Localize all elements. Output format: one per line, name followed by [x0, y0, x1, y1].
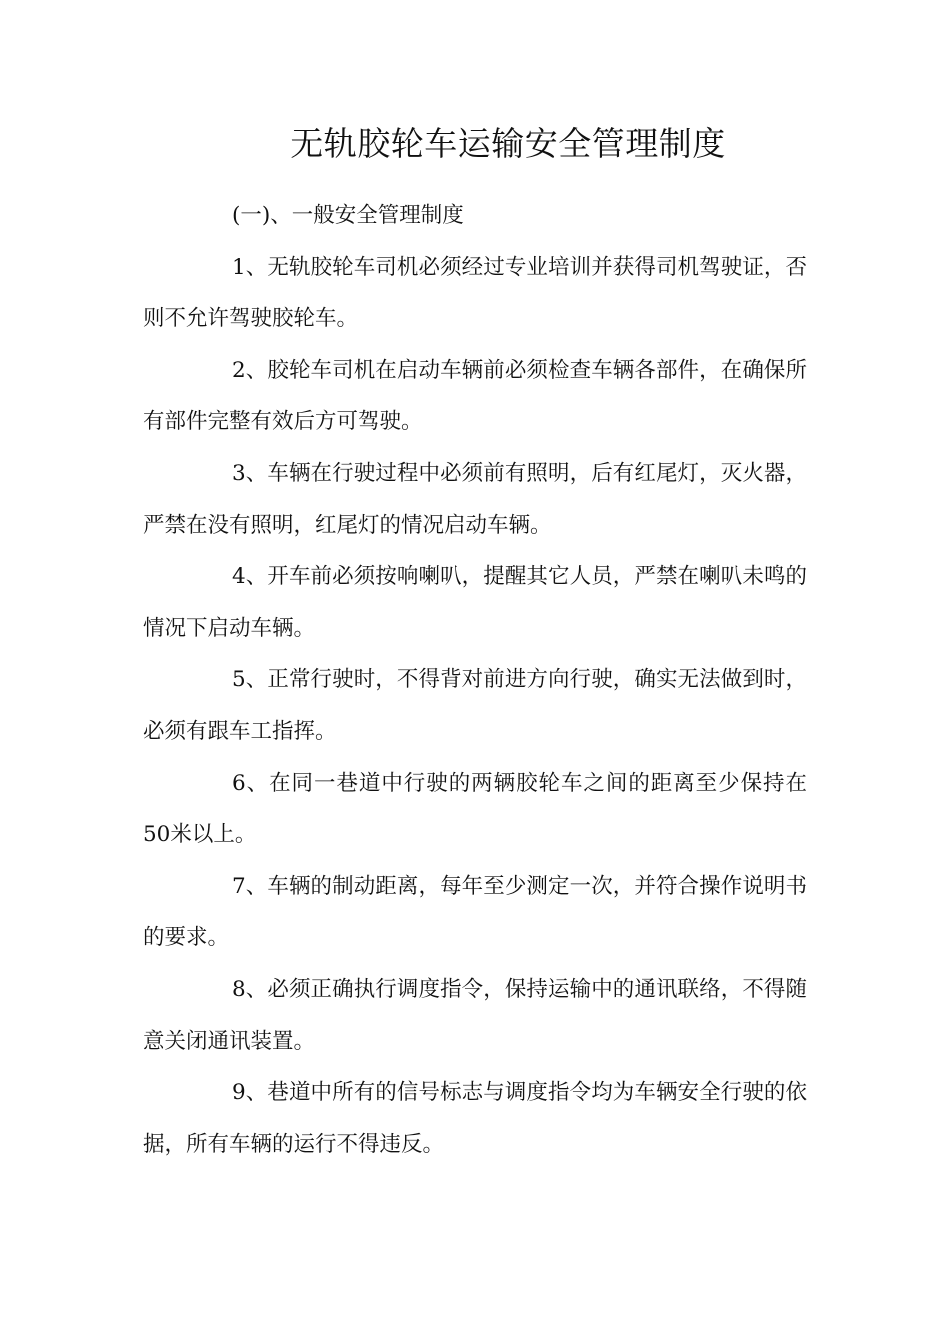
clause-8: 8、必须正确执行调度指令，保持运输中的通讯联络，不得随意关闭通讯装置。	[143, 976, 807, 1054]
clause-4: 4、开车前必须按响喇叭，提醒其它人员，严禁在喇叭未鸣的情况下启动车辆。	[143, 564, 807, 641]
section-heading: (一)、一般安全管理制度	[232, 203, 464, 228]
clause-3: 3、车辆在行驶过程中必须前有照明，后有红尾灯，灭火器，严禁在没有照明，红尾灯的情况启动车辆。	[143, 460, 807, 538]
clause-2: 2、胶轮车司机在启动车辆前必须检查车辆各部件，在确保所有部件完整有效后方可驾驶。	[143, 357, 807, 435]
document-body	[143, 190, 807, 1170]
clause-1: 1、无轨胶轮车司机必须经过专业培训并获得司机驾驶证，否则不允许驾驶胶轮车。	[143, 254, 807, 332]
clause-5: 5、正常行驶时，不得背对前进方向行驶，确实无法做到时，必须有跟车工指挥。	[143, 667, 807, 744]
clause-9: 9、巷道中所有的信号标志与调度指令均为车辆安全行驶的依据，所有车辆的运行不得违反。	[143, 1080, 807, 1157]
document-title: 无轨胶轮车运输安全管理制度	[290, 124, 726, 163]
clause-6: 6、在同一巷道中行驶的两辆胶轮车之间的距离至少保持在50米以上。	[143, 770, 807, 848]
clause-7: 7、车辆的制动距离，每年至少测定一次，并符合操作说明书的要求。	[143, 873, 807, 951]
